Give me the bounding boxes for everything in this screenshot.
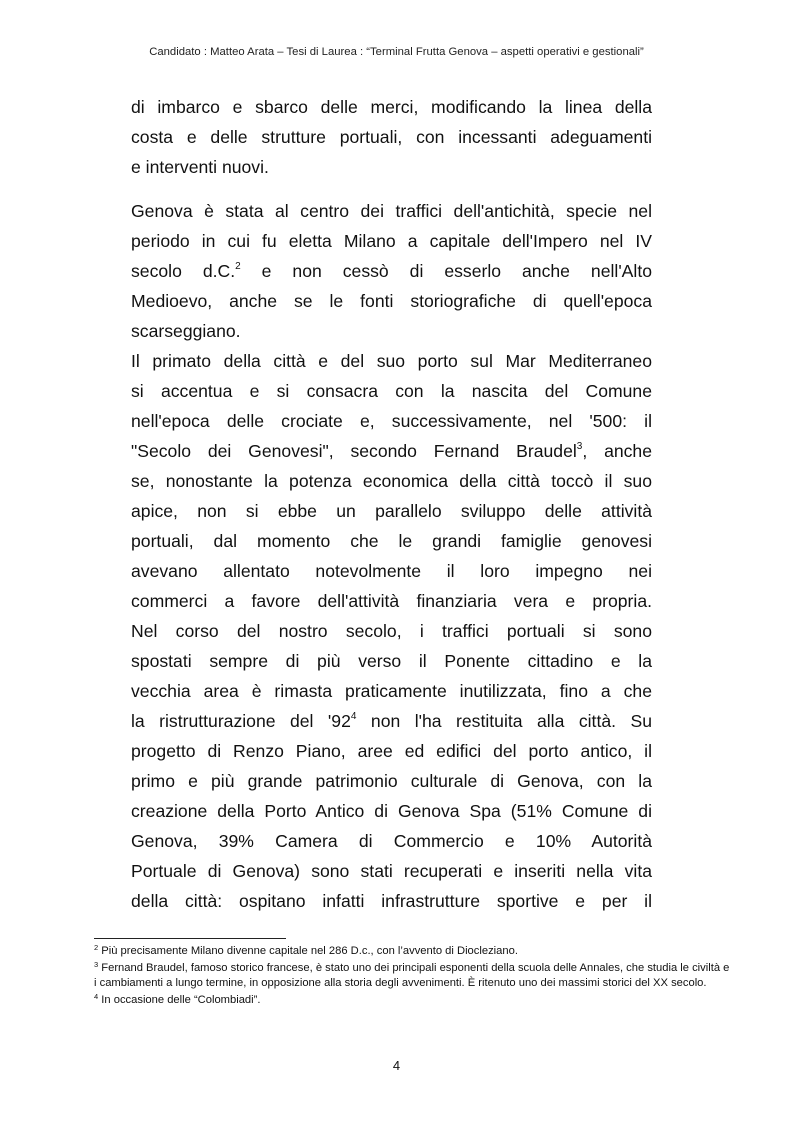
text-line: Nel corso del nostro secolo, i traffici portuali si sono <box>131 621 652 641</box>
text-segment: non l'ha restituita alla città. Su <box>356 711 652 731</box>
text-line: spostati sempre di più verso il Ponente cittadino e la <box>131 651 652 671</box>
text-line <box>131 706 652 736</box>
footnote-2 <box>94 944 734 959</box>
text-line: Genova, 39% Camera di Commercio e 10% Autorità <box>131 831 652 851</box>
text-line: di imbarco e sbarco delle merci, modificando la linea della <box>131 97 652 117</box>
text-line: Genova è stata al centro dei traffici dell'antichità, specie nel <box>131 201 652 221</box>
footnote-text: Più precisamente Milano divenne capitale nel 286 D.c., con l’avvento di Diocleziano. <box>98 945 518 957</box>
text-line: della città: ospitano infatti infrastrutture sportive e per il <box>131 891 652 911</box>
text-line: portuali, dal momento che le grandi famiglie genovesi <box>131 531 652 551</box>
footnote-text: In occasione delle “Colombiadi”. <box>98 994 261 1006</box>
footnote-marker: 2 <box>94 943 99 952</box>
text-line: costa e delle strutture portuali, con incessanti adeguamenti <box>131 127 652 147</box>
text-line: commerci a favore dell'attività finanziaria vera e propria. <box>131 591 652 611</box>
footnote-ref-3: 3 <box>576 441 583 452</box>
text-line <box>131 436 652 466</box>
footnotes <box>94 944 734 1010</box>
paragraph-1 <box>131 92 652 182</box>
text-line: se, nonostante la potenza economica della città toccò il suo <box>131 471 652 491</box>
footnote-4 <box>94 993 734 1008</box>
text-line: scarseggiano. <box>131 321 241 341</box>
footnote-marker: 3 <box>94 960 99 969</box>
paragraph-3 <box>131 346 652 916</box>
footnote-ref-4: 4 <box>350 711 357 722</box>
footnote-3 <box>94 961 734 991</box>
text-line: nell'epoca delle crociate e, successivamente, nel '500: il <box>131 411 652 431</box>
text-line: Medioevo, anche se le fonti storiografiche di quell'epoca <box>131 291 652 311</box>
text-line <box>131 256 652 286</box>
text-segment: "Secolo dei Genovesi", secondo Fernand Braudel <box>131 441 577 461</box>
text-line: creazione della Porto Antico di Genova Spa (51% Comune di <box>131 801 652 821</box>
body-text <box>131 92 652 916</box>
page-number: 4 <box>392 1058 401 1073</box>
footnote-separator <box>94 938 286 939</box>
running-header: Candidato : Matteo Arata – Tesi di Laurea : “Terminal Frutta Genova – aspetti operativi e gestionali” <box>149 46 644 58</box>
text-line: Portuale di Genova) sono stati recuperati e inseriti nella vita <box>131 861 652 881</box>
text-line: avevano allentato notevolmente il loro impegno nei <box>131 561 652 581</box>
footnote-text: Fernand Braudel, famoso storico francese, è stato uno dei principali esponenti della scuola delle Annales, che studia le civiltà e i cambiamenti a lungo termine, in opposizione alla storia degli avvenimenti. È ritenuto uno dei massimi storici del XX secolo. <box>94 962 730 989</box>
text-segment: , anche <box>582 441 653 461</box>
footnote-marker: 4 <box>94 992 99 1001</box>
paragraph-2 <box>131 196 652 346</box>
text-line: apice, non si ebbe un parallelo sviluppo delle attività <box>131 501 652 521</box>
text-line: primo e più grande patrimonio culturale di Genova, con la <box>131 771 652 791</box>
text-segment: la ristrutturazione del '92 <box>131 711 351 731</box>
text-line: vecchia area è rimasta praticamente inutilizzata, fino a che <box>131 681 652 701</box>
text-line: si accentua e si consacra con la nascita del Comune <box>131 381 652 401</box>
text-line: periodo in cui fu eletta Milano a capitale dell'Impero nel IV <box>131 231 652 251</box>
footnote-ref-2: 2 <box>235 261 241 272</box>
text-line: e interventi nuovi. <box>131 157 269 177</box>
text-line: Il primato della città e del suo porto sul Mar Mediterraneo <box>131 351 652 371</box>
text-segment: e non cessò di esserlo anche nell'Alto <box>240 261 652 281</box>
text-line: progetto di Renzo Piano, aree ed edifici del porto antico, il <box>131 741 652 761</box>
text-segment: secolo d.C. <box>131 261 236 281</box>
